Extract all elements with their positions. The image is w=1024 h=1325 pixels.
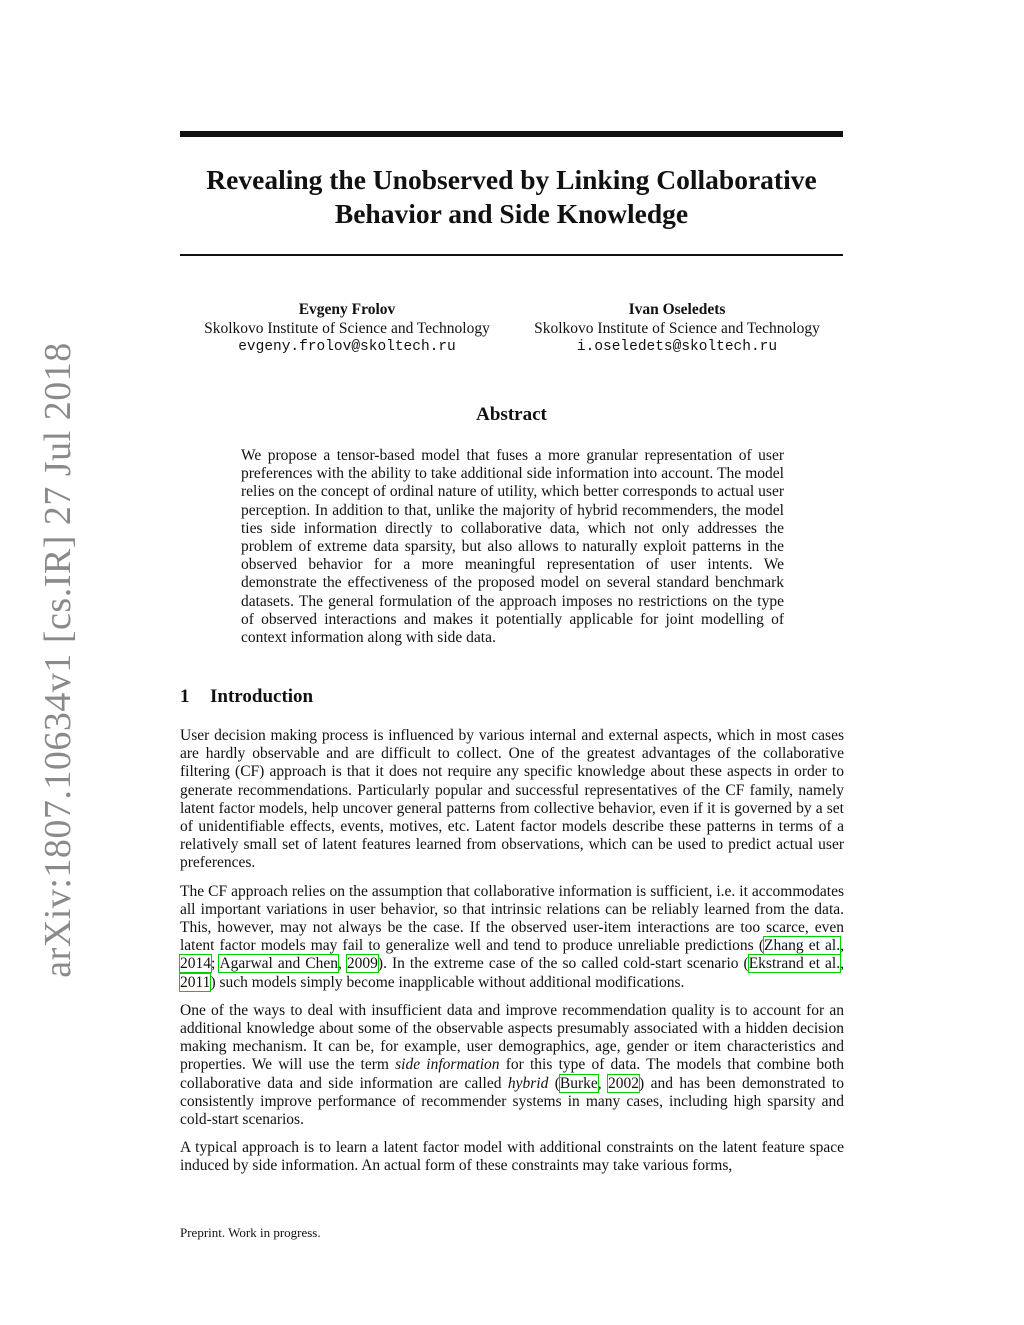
emphasis: side information	[395, 1056, 500, 1074]
author-affiliation: Skolkovo Institute of Science and Technology	[204, 320, 490, 337]
abstract-text: We propose a tensor-based model that fuses a more granular representation of user preferences with the ability to take additional side information into account. The model relies on the concept of ordinal nature of utility, which better corresponds to actual user perception. In addition to that, unlike the majority of hybrid recommenders, the model ties side information directly to collaborative data, which not only addresses the problem of extreme data sparsity, but also allows to naturally exploit patterns in the observed behavior for a more meaningful representation of user intents. We demonstrate the effectiveness of the proposed model on several standard benchmark datasets. The general formulation of the approach imposes no restrictions on the type of observed interactions and makes it potentially applicable for joint modelling of context information along with side data.	[241, 447, 784, 647]
paragraph-3	[180, 1002, 844, 1129]
author-block-2	[517, 300, 837, 357]
text-run: ;	[211, 955, 220, 973]
author-email[interactable]: i.oseledets@skoltech.ru	[576, 339, 778, 355]
section-title: Introduction	[210, 686, 314, 707]
title-rule-top	[180, 131, 843, 137]
author-block-1	[187, 300, 507, 357]
citation-link[interactable]: 2011	[180, 973, 211, 991]
citation-link[interactable]: Zhang et al.	[764, 937, 841, 955]
section-heading	[180, 685, 313, 709]
citation-link[interactable]: Agarwal and Chen	[219, 955, 339, 973]
text-run: One of the ways to deal with insufficient data and improve recommendation quality is to account for an additional knowledge about some of the observable aspects presumably associated with a hidden decision making mechanism. It can be, for example, user demographics, age, gender or item characteristics and properties. We will use the term	[180, 1001, 844, 1074]
citation-link[interactable]: 2002	[608, 1074, 640, 1092]
paragraph-4: A typical approach is to learn a latent factor model with additional constraints on the latent feature space induced by side information. An actual form of these constraints may take various forms,	[180, 1139, 844, 1175]
citation-link[interactable]: 2009	[346, 955, 378, 973]
title-line-2: Behavior and Side Knowledge	[334, 198, 689, 229]
paragraph-1: User decision making process is influenced by various internal and external aspects, which in most cases are hardly observable and are difficult to collect. One of the greatest advantages of the collaborative filtering (CF) approach is that it does not require any specific knowledge about these aspects in order to generate recommendations. Particularly popular and successful representatives of the CF family, namely latent factor models, help uncover general patterns from collective behavior, even if it is governed by a set of unidentifiable effects, events, motives, etc. Latent factor models describe these patterns in terms of a relatively small set of latent features learned from observations, which can be used to predict actual user preferences.	[180, 727, 844, 872]
title-line-1: Revealing the Unobserved by Linking Collaborative	[206, 164, 817, 195]
emphasis: hybrid	[507, 1074, 549, 1092]
citation-link[interactable]: Burke	[559, 1074, 598, 1092]
text-run: The CF approach relies on the assumption that collaborative information is sufficient, i.e. it accommodates all important variations in user behavior, so that intrinsic relations can be reliably learned from the data. This, however, may not always be the case. If the observed user-item interactions are too scarce, even latent factor models may fail to generalize well and tend to produce unreliable predictions (	[180, 882, 844, 955]
text-run: for this type of data. The models that combine both collaborative data and side information are called	[180, 1056, 844, 1092]
text-run: ) and has been demonstrated to consistently improve performance of recommender systems in many cases, including high sparsity and cold-start scenarios.	[180, 1074, 844, 1129]
text-run: (	[548, 1074, 560, 1092]
text-run: ,	[338, 955, 347, 973]
text-run: ,	[597, 1074, 609, 1092]
section-body	[180, 727, 844, 1186]
citation-link[interactable]: Ekstrand et al.	[748, 955, 841, 973]
text-run: ). In the extreme case of the so called cold-start scenario (	[377, 955, 749, 973]
paper-title	[180, 163, 843, 231]
text-run: ,	[840, 937, 844, 955]
citation-link[interactable]: 2014	[180, 955, 211, 973]
text-run: ) such models simply become inapplicable without additional modifications.	[210, 973, 685, 991]
text-run: ,	[840, 955, 844, 973]
footer-note: Preprint. Work in progress.	[180, 1225, 321, 1240]
section-number: 1	[180, 686, 190, 707]
arxiv-stamp-text: arXiv:1807.10634v1 [cs.IR] 27 Jul 2018	[37, 342, 79, 978]
paragraph-2	[180, 883, 844, 992]
author-name: Evgeny Frolov	[298, 301, 396, 318]
author-name: Ivan Oseledets	[628, 301, 726, 318]
author-affiliation: Skolkovo Institute of Science and Technology	[534, 320, 820, 337]
abstract-heading: Abstract	[476, 404, 547, 425]
title-rule-bottom	[180, 254, 843, 256]
author-email[interactable]: evgeny.frolov@skoltech.ru	[238, 339, 456, 355]
